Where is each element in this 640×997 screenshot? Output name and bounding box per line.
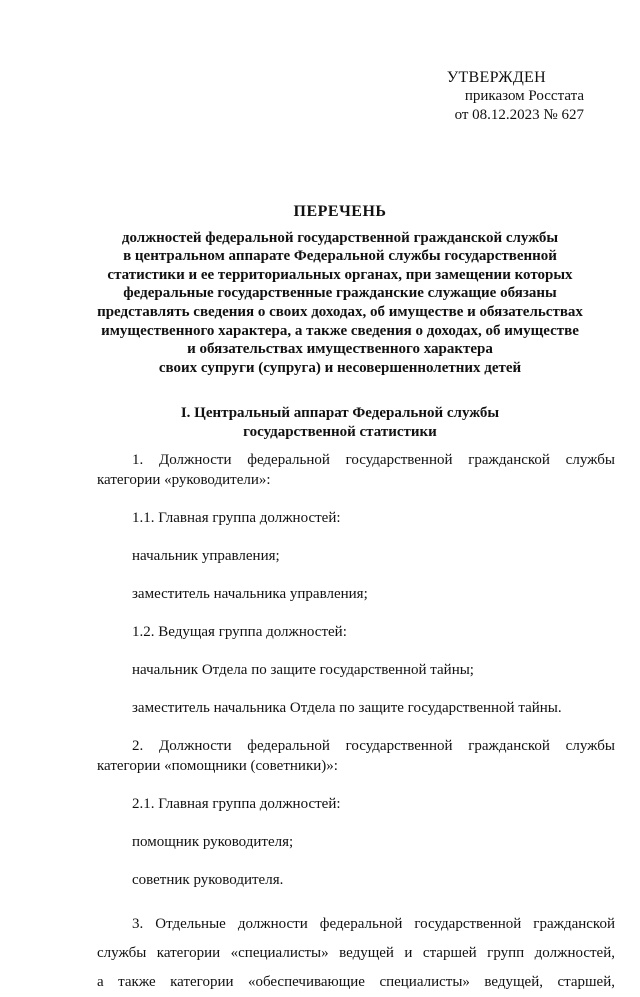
- list-item: заместитель начальника управления;: [132, 586, 368, 602]
- document-body: [97, 450, 615, 997]
- list-item: заместитель начальника Отдела по защите государственной тайны.: [132, 700, 562, 716]
- list-item: помощник руководителя;: [132, 834, 294, 850]
- item-1-2: 1.2. Ведущая группа должностей:: [132, 624, 347, 640]
- list-item: советник руководителя.: [132, 872, 284, 888]
- item-1-line: 1. Должности федеральной государственной гражданской службы: [132, 452, 615, 468]
- item-3-line: 3. Отдельные должности федеральной государственной гражданской: [132, 916, 615, 932]
- title-heading: ПЕРЕЧЕНЬ: [293, 203, 387, 220]
- item-2-line: 2. Должности федеральной государственной гражданской службы: [132, 738, 615, 754]
- list-item: начальник управления;: [132, 548, 280, 564]
- approval-date-line: от 08.12.2023 № 627: [454, 107, 584, 123]
- approval-order-line: приказом Росстата: [464, 88, 584, 104]
- title-line: своих супруги (супруга) и несовершеннолетних детей: [158, 359, 522, 376]
- title-line: статистики и ее территориальных органах, при замещении которых: [107, 266, 573, 283]
- title-line: должностей федеральной государственной гражданской службы: [121, 229, 559, 246]
- title-line: имущественного характера, а также сведения о доходах, об имуществе: [101, 322, 579, 339]
- item-1-line: категории «руководители»:: [97, 472, 271, 488]
- title-line: и обязательствах имущественного характера: [187, 341, 493, 358]
- item-1: [97, 450, 615, 490]
- item-3-line: а также категории «обеспечивающие специалисты» ведущей, старшей,: [97, 974, 615, 990]
- section-heading-line: I. Центральный аппарат Федеральной службы: [180, 405, 500, 421]
- list-item: начальник Отдела по защите государственной тайны;: [132, 662, 474, 678]
- section-heading: [80, 404, 600, 442]
- section-heading-line: государственной статистики: [243, 424, 437, 440]
- item-3-line: службы категории «специалисты» ведущей и старшей групп должностей,: [97, 945, 615, 961]
- item-2: [97, 736, 615, 776]
- document-title: [80, 203, 600, 377]
- title-line: представлять сведения о своих доходах, об имуществе и обязательствах: [97, 303, 583, 320]
- item-3: [97, 910, 615, 997]
- approval-block: [324, 68, 584, 125]
- approval-heading: УТВЕРЖДЕН: [446, 69, 546, 86]
- item-2-1: 2.1. Главная группа должностей:: [132, 796, 341, 812]
- title-line: в центральном аппарате Федеральной службы государственной: [123, 248, 557, 265]
- item-1-1: 1.1. Главная группа должностей:: [132, 510, 341, 526]
- title-line: федеральные государственные гражданские служащие обязаны: [123, 285, 557, 302]
- item-2-line: категории «помощники (советники)»:: [97, 758, 338, 774]
